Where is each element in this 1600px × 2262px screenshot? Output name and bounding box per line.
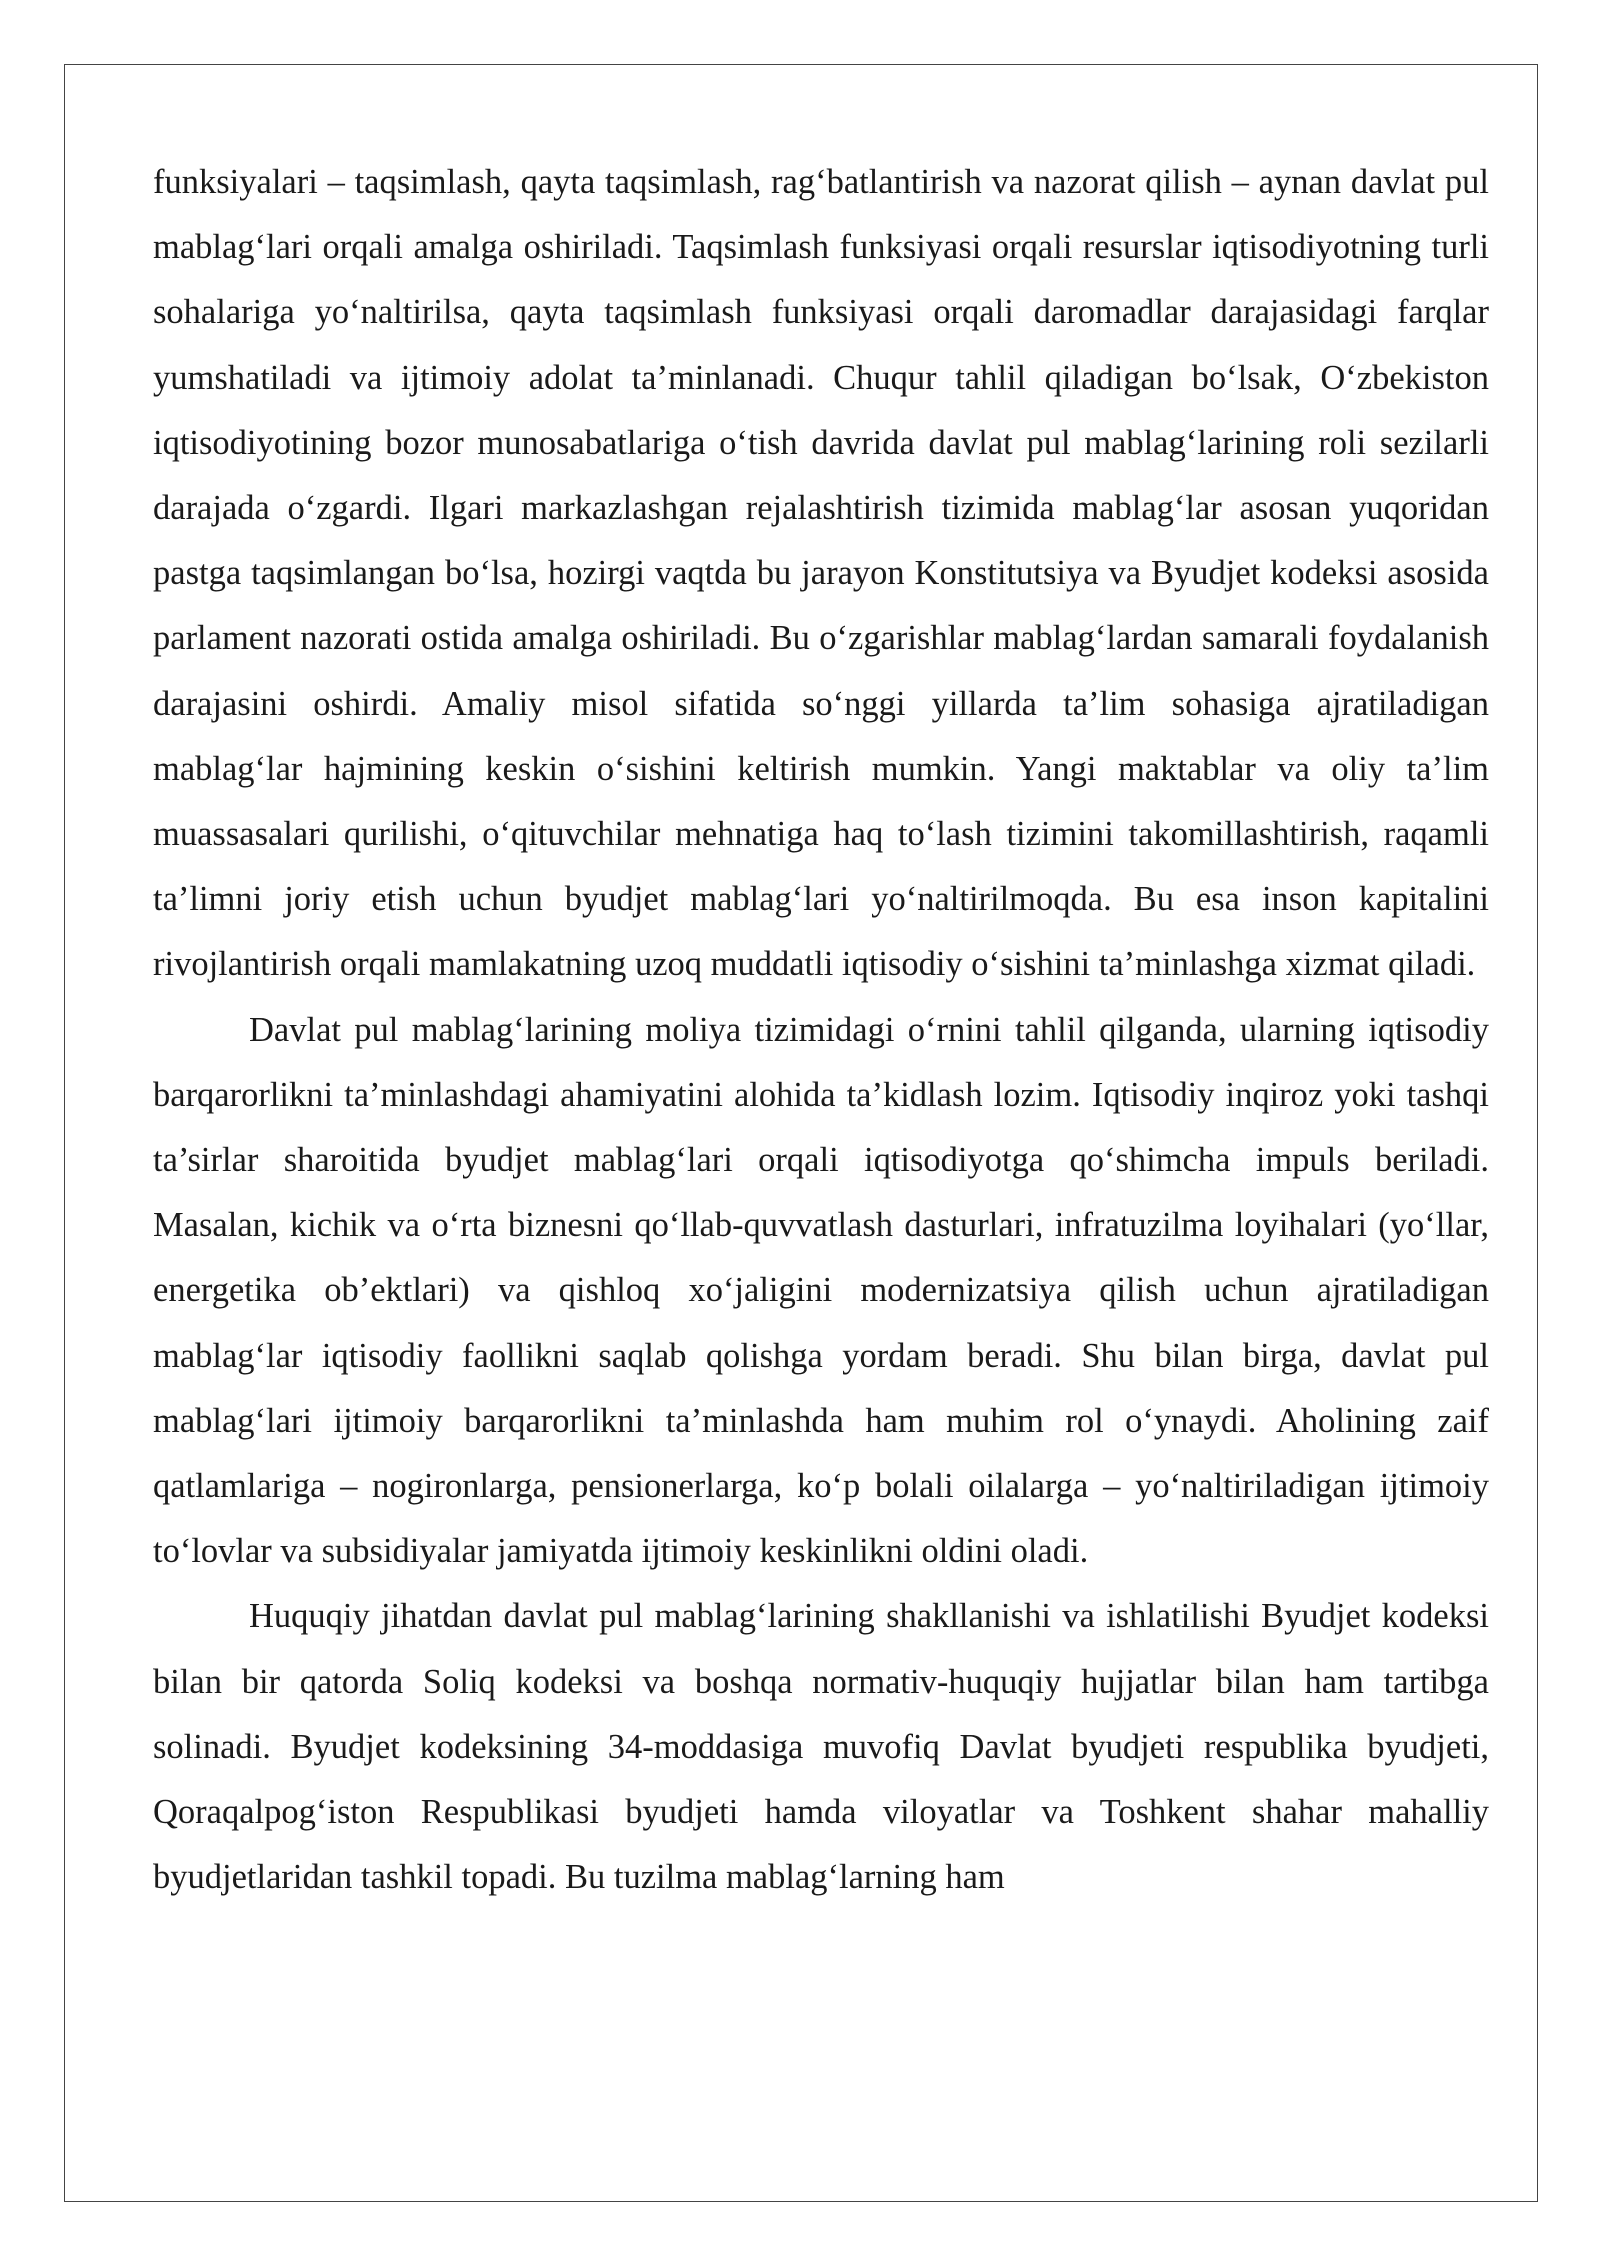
document-body <box>153 150 1489 1910</box>
paragraph-economic-stability: Davlat pul mablag‘larining moliya tizimidagi o‘rnini tahlil qilganda, ularning iqtisodiy barqarorlikni ta’minlashdagi ahamiyatini alohida ta’kidlash lozim. Iqtisodiy inqiroz yoki tashqi ta’sirlar sharoitida byudjet mablag‘lari orqali iqtisodiyotga qo‘shimcha impuls beriladi. Masalan, kichik va o‘rta biznesni qo‘llab-quvvatlash dasturlari, infratuzilma loyihalari (yo‘llar, energetika ob’ektlari) va qishloq xo‘jaligini modernizatsiya qilish uchun ajratiladigan mablag‘lar iqtisodiy faollikni saqlab qolishga yordam beradi. Shu bilan birga, davlat pul mablag‘lari ijtimoiy barqarorlikni ta’minlashda ham muhim rol o‘ynaydi. Aholining zaif qatlamlariga – nogironlarga, pensionerlarga, ko‘p bolali oilalarga – yo‘naltiriladigan ijtimoiy to‘lovlar va subsidiyalar jamiyatda ijtimoiy keskinlikni oldini oladi. <box>153 1010 1489 1571</box>
paragraph-legal-basis: Huquqiy jihatdan davlat pul mablag‘larining shakllanishi va ishlatilishi Byudjet kodeksi bilan bir qatorda Soliq kodeksi va boshqa normativ-huquqiy hujjatlar bilan ham tartibga solinadi. Byudjet kodeksining 34-moddasiga muvofiq Davlat byudjeti respublika byudjeti, Qoraqalpog‘iston Respublikasi byudjeti hamda viloyatlar va Toshkent shahar mahalliy byudjetlaridan tashkil topadi. Bu tuzilma mablag‘larning ham <box>153 1597 1489 1897</box>
paragraph-continued: funksiyalari – taqsimlash, qayta taqsimlash, rag‘batlantirish va nazorat qilish – aynan davlat pul mablag‘lari orqali amalga oshiriladi. Taqsimlash funksiyasi orqali resurslar iqtisodiyotning turli sohalariga yo‘naltirilsa, qayta taqsimlash funksiyasi orqali daromadlar darajasidagi farqlar yumshatiladi va ijtimoiy adolat ta’minlanadi. Chuqur tahlil qiladigan bo‘lsak, O‘zbekiston iqtisodiyotining bozor munosabatlariga o‘tish davrida davlat pul mablag‘larining roli sezilarli darajada o‘zgardi. Ilgari markazlashgan rejalashtirish tizimida mablag‘lar asosan yuqoridan pastga taqsimlangan bo‘lsa, hozirgi vaqtda bu jarayon Konstitutsiya va Byudjet kodeksi asosida parlament nazorati ostida amalga oshiriladi. Bu o‘zgarishlar mablag‘lardan samarali foydalanish darajasini oshirdi. Amaliy misol sifatida so‘nggi yillarda ta’lim sohasiga ajratiladigan mablag‘lar hajmining keskin o‘sishini keltirish mumkin. Yangi maktablar va oliy ta’lim muassasalari qurilishi, o‘qituvchilar mehnatiga haq to‘lash tizimini takomillashtirish, raqamli ta’limni joriy etish uchun byudjet mablag‘lari yo‘naltirilmoqda. Bu esa inson kapitalini rivojlantirish orqali mamlakatning uzoq muddatli iqtisodiy o‘sishini ta’minlashga xizmat qiladi. <box>153 163 1489 984</box>
